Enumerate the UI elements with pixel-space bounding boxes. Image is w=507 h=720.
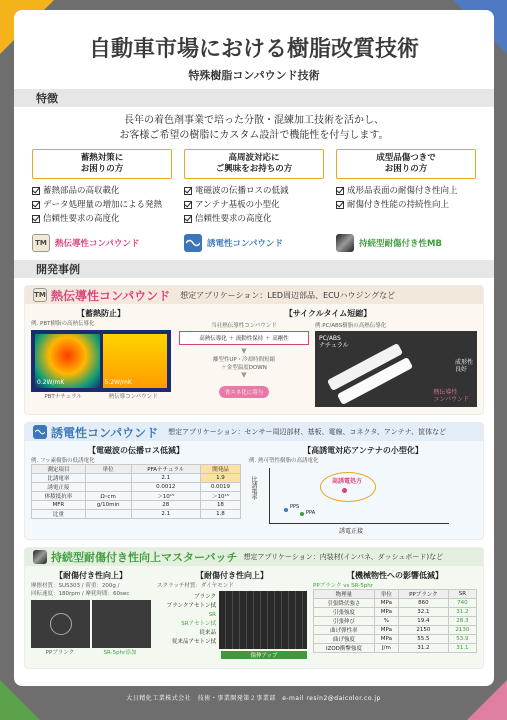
caption: スクラッチ材質：ダイヤモンド [157, 583, 234, 589]
table-row [314, 626, 477, 635]
footer-contact: 大日精化工業株式会社 技術・事業開発第２事業部 e-mail resin2@daicolor.co.jp [126, 695, 381, 702]
dielectric-left [31, 445, 241, 536]
scratch-sample-label: ブランクアセトン拭 [166, 603, 216, 609]
dielectric-right [249, 445, 477, 536]
thermal-value: 0.2W/mK [37, 379, 65, 386]
photo-label-line: 熱伝導性 [433, 389, 458, 396]
photo-label-compound [433, 389, 469, 403]
table-cell: MPa [374, 608, 398, 617]
checkbox-icon [336, 201, 344, 209]
scratch-sample-label: SR [208, 612, 216, 618]
table-header-cell: 開発品 [200, 465, 240, 474]
case-body [25, 304, 483, 411]
plot-point [300, 512, 304, 516]
y-axis-label: 比誘電率 [250, 476, 257, 500]
table-cell: Ω･cm [85, 492, 131, 501]
flow-step: ＋金型温度DOWN [221, 365, 267, 371]
product-name: 誘電性コンパウンド [207, 239, 283, 249]
table-cell: 2.1 [131, 510, 200, 519]
arrow-down-icon: ▼ [241, 371, 247, 379]
table-header-row [314, 590, 477, 599]
table-cell: 32.1 [398, 608, 448, 617]
checkbox-icon [32, 187, 40, 195]
table-cell: 0.0019 [200, 483, 240, 492]
product-scratch [336, 234, 476, 252]
table-cell: MFR [32, 501, 86, 510]
feature-head [32, 149, 172, 179]
feature-head-line: 蓄熱対策に [80, 153, 124, 163]
thermal-sample-compound [103, 334, 168, 388]
plot-point-label: PPA [306, 510, 316, 516]
table-cell: 体積抵抗率 [32, 492, 86, 501]
feature-list [336, 184, 476, 212]
list-item [184, 212, 324, 226]
intro-text [14, 113, 494, 143]
table-cell: 55.5 [398, 635, 448, 644]
list-item-label: アンテナ基板の小型化 [195, 200, 280, 210]
abrasion-labels [31, 648, 151, 656]
table-cell: MPa [374, 599, 398, 608]
abrasion-image [31, 600, 151, 648]
checkbox-icon [184, 187, 192, 195]
checkbox-icon [184, 215, 192, 223]
list-item [184, 184, 324, 198]
table-row [314, 599, 477, 608]
table-row [32, 492, 241, 501]
case-body [25, 566, 483, 663]
table-cell: 誘電正接 [32, 483, 86, 492]
product-thermal [32, 234, 172, 252]
product-name: 熱伝導性コンパウンド [55, 239, 140, 249]
flow-diagram [179, 321, 309, 407]
page-subtitle: 特殊樹脂コンパウンド技術 [188, 69, 320, 82]
sample-blank [31, 600, 90, 648]
caption: 例. PBT樹脂の高熱伝導化 [31, 321, 95, 327]
table-cell: 2.1 [131, 474, 200, 483]
page-title: 自動車市場における樹脂改質技術 [88, 37, 419, 62]
photo-label-moldability [455, 359, 473, 373]
scratch-sample-label: ブランク [194, 594, 216, 600]
case-dielectric [24, 422, 484, 540]
list-item [336, 198, 476, 212]
plot-point [342, 488, 347, 493]
sub-heading: 【サイクルタイム短縮】 [284, 309, 372, 318]
table-cell: 比誘電率 [32, 474, 86, 483]
table-cell: 曲げ強度 [314, 635, 375, 644]
list-item-label: 耐傷付き性能の持続性向上 [347, 200, 450, 210]
case-thermal [24, 285, 484, 415]
table-cell: ＞10¹⁵ [131, 492, 200, 501]
thermal-label: PBTナチュラル [44, 394, 82, 400]
list-item-label: 成形品表面の耐傷付き性向上 [347, 186, 458, 196]
list-item-label: 信頼性要求の高度化 [195, 214, 272, 224]
feature-head-line: ご興味をお持ちの方 [215, 164, 293, 174]
thermal-right [179, 308, 477, 407]
section-features-label: 特徴 [36, 92, 58, 105]
photo-label-line: 成形性 [454, 359, 473, 366]
sub-heading: 【耐傷付き性向上】 [196, 571, 268, 580]
product-name: 持続型耐傷付き性MB [359, 239, 442, 249]
photo-label-line: ナチュラル [319, 342, 349, 349]
sub-heading: 【電磁波の伝播ロス低減】 [88, 446, 184, 455]
table-cell: 2150 [398, 626, 448, 635]
flow-step: 離型性UP・冷却時間短縮 [212, 357, 276, 363]
intro-line-1: 長年の着色剤事業で培った分散・混練加工技術を活かし、 [124, 115, 384, 126]
tm-icon: TM [32, 234, 50, 252]
case-title: 持続型耐傷付き性向上マスターバッチ [51, 551, 238, 564]
table-cell: 19.4 [398, 617, 448, 626]
table-cell: 18 [200, 501, 240, 510]
thermal-labels [31, 392, 171, 400]
table-cell: 1.9 [200, 474, 240, 483]
table-cell: 28.3 [448, 617, 476, 626]
dielectric-plot [249, 466, 477, 536]
list-item [32, 198, 172, 212]
table-row [32, 510, 241, 519]
caption: 回転速度：180rpm / 摩耗時間：60sec [31, 591, 130, 597]
checkbox-icon [336, 187, 344, 195]
table-cell: MPa [374, 635, 398, 644]
table-cell: 31.1 [448, 644, 476, 653]
case-application: 想定アプリケーション：内装材(インパネ、ダッシュボード)など [243, 553, 444, 561]
caption: 例. 熱可塑性樹脂の高誘電化 [249, 458, 319, 464]
table-row [32, 501, 241, 510]
molded-parts-image [315, 331, 477, 407]
thermal-sample-natural [35, 334, 100, 388]
sub-heading: 【高誘電対応アンテナの小型化】 [303, 446, 423, 455]
table-header-cell: 単位 [374, 590, 398, 599]
plot-point [284, 508, 288, 512]
thermal-photo [315, 321, 477, 407]
sub-heading: 【機械物性への影響低減】 [347, 571, 443, 580]
table-row [314, 617, 477, 626]
table-cell: 曲げ弾性率 [314, 626, 375, 635]
feature-head-line: お困りの方 [384, 164, 428, 174]
abrasion-ring [50, 613, 72, 635]
flow-title: 当社熱伝導性コンパウンド [211, 323, 277, 329]
list-item-label: 電磁波の伝播ロスの低減 [195, 186, 289, 196]
table-cell: 31.2 [398, 644, 448, 653]
scratch-arrow: 傷伸アップ [221, 651, 307, 659]
checkbox-icon [32, 201, 40, 209]
table-header-cell: 物理量 [314, 590, 375, 599]
feature-head [184, 149, 324, 179]
table-header-cell: 測定項目 [32, 465, 86, 474]
case-header [25, 548, 483, 566]
scratch-left [31, 570, 151, 659]
table-header-cell: 単位 [85, 465, 131, 474]
scratch-image [157, 591, 307, 649]
feature-head-line: お困りの方 [80, 164, 124, 174]
dielectric-table [31, 464, 241, 519]
scratch-sample-label: SRアセトン拭 [181, 621, 216, 627]
case-header [25, 423, 483, 441]
table-cell [85, 510, 131, 519]
table-cell: 引張降伏強さ [314, 599, 375, 608]
thermal-value: 5.2W/mK [104, 379, 132, 386]
fiber-icon [336, 234, 354, 252]
scratch-sample-label: 従来品アセトン拭 [172, 639, 216, 645]
checkbox-icon [184, 201, 192, 209]
table-cell [85, 483, 131, 492]
photo-label-natural [319, 335, 349, 349]
mechanical-table [313, 589, 477, 653]
fiber-icon [33, 550, 47, 564]
feature-head-line: 高周波対応に [228, 153, 280, 163]
sub-heading: 【耐傷付き性向上】 [55, 571, 127, 580]
section-cases-bar [14, 260, 494, 278]
photo-label-line: 良好 [454, 366, 467, 373]
table-cell: 1.8 [200, 510, 240, 519]
feature-thermal [32, 149, 172, 252]
photo-label-line: コンパウンド [433, 396, 469, 403]
table-cell [85, 474, 131, 483]
table-header-row [32, 465, 241, 474]
table-row [32, 483, 241, 492]
feature-list [184, 184, 324, 226]
case-scratch [24, 547, 484, 669]
sample-label: PPブランク [45, 650, 75, 656]
table-row [314, 635, 477, 644]
scratch-mid [157, 570, 307, 659]
photo-label-line: PC/ABS [319, 335, 341, 342]
product-dielectric [184, 234, 324, 252]
list-item-label: データ処理量の増加による発熱 [43, 200, 163, 210]
x-axis-label: 誘電正接 [339, 528, 364, 535]
sample-sr [92, 600, 151, 648]
thermal-right-body [179, 321, 477, 407]
section-features-bar [14, 89, 494, 107]
table-cell: 53.9 [448, 635, 476, 644]
plot-axes [269, 468, 449, 524]
scratch-right [313, 570, 477, 659]
feature-scratch [336, 149, 476, 252]
list-item-label: 信頼性要求の高度化 [43, 214, 120, 224]
table-row [314, 608, 477, 617]
table-cell: 0.0012 [131, 483, 200, 492]
table-row [314, 644, 477, 653]
scratch-sample-labels [157, 591, 219, 649]
case-body [25, 441, 483, 540]
flow-result: 省エネ化に寄与 [219, 386, 270, 398]
case-application: 想定アプリケーション：LED周辺部品、ECUハウジングなど [180, 290, 396, 300]
checkbox-icon [32, 215, 40, 223]
feature-columns [14, 149, 494, 252]
feature-head [336, 149, 476, 179]
flyer-page [14, 10, 494, 686]
wave-icon [33, 425, 47, 439]
list-item [32, 212, 172, 226]
case-application: 想定アプリケーション：センサー周辺部材、基板、電線、コネクタ、アンテナ、筐体など [168, 428, 447, 436]
list-item-label: 蓄熱部品の高収載化 [43, 186, 120, 196]
table-cell: 比重 [32, 510, 86, 519]
plot-point-label: PPS [290, 504, 300, 510]
table-cell: 31.2 [448, 608, 476, 617]
table-cell: 引張強度 [314, 608, 375, 617]
list-item [336, 184, 476, 198]
tm-icon: TM [33, 288, 47, 302]
list-item [184, 198, 324, 212]
caption: 摩擦材質：SUS303 / 荷重：200g / [31, 583, 120, 589]
plot-label: 高誘電処方 [332, 478, 363, 485]
table-cell: % [374, 617, 398, 626]
table-row [32, 474, 241, 483]
arrow-down-icon: ▼ [241, 347, 247, 355]
scratch-sample-photo [219, 591, 307, 649]
table-cell: IZOD衝撃強度 [314, 644, 375, 653]
flow-box: 高熱伝導化 ＋ 流動性保持 ＋ 高剛性 [179, 331, 309, 345]
caption: 例. フッ素樹脂の低誘電化 [31, 458, 95, 464]
wave-icon [184, 234, 202, 252]
table-cell: g/10min [85, 501, 131, 510]
table-cell: MPa [374, 626, 398, 635]
table-header-cell: PPブランク [398, 590, 448, 599]
table-cell: 860 [398, 599, 448, 608]
list-item [32, 184, 172, 198]
sample-label: SR-5phr添加 [103, 650, 137, 656]
case-title: 誘電性コンパウンド [51, 425, 159, 440]
table-cell: 740 [448, 599, 476, 608]
table-cell: 2130 [448, 626, 476, 635]
sub-heading: 【蓄熱防止】 [77, 309, 125, 318]
table-cell: ＞10¹⁵ [200, 492, 240, 501]
thermal-label: 熱伝導コンパウンド [108, 394, 158, 400]
table-cell: 28 [131, 501, 200, 510]
feature-dielectric [184, 149, 324, 252]
thermal-image [31, 330, 171, 392]
scratch-sample-label: 従来品 [199, 630, 216, 636]
feature-head-line: 成型品傷つきで [376, 153, 436, 163]
table-header-cell: SR [448, 590, 476, 599]
section-cases-label: 開発事例 [36, 263, 80, 276]
table-cell: 引張伸び [314, 617, 375, 626]
caption: PPブランク vs SR-5phr [313, 583, 373, 589]
feature-list [32, 184, 172, 226]
caption: 例.PC/ABS樹脂の高熱伝導化 [315, 323, 387, 329]
case-header [25, 286, 483, 304]
thermal-left [31, 308, 171, 407]
table-cell: J/m [374, 644, 398, 653]
case-title: 熱伝導性コンパウンド [51, 288, 171, 303]
table-header-cell: PFAナチュラル [131, 465, 200, 474]
intro-line-2: お客様ご希望の樹脂にカスタム設計で機能性を付与します。 [119, 130, 389, 141]
